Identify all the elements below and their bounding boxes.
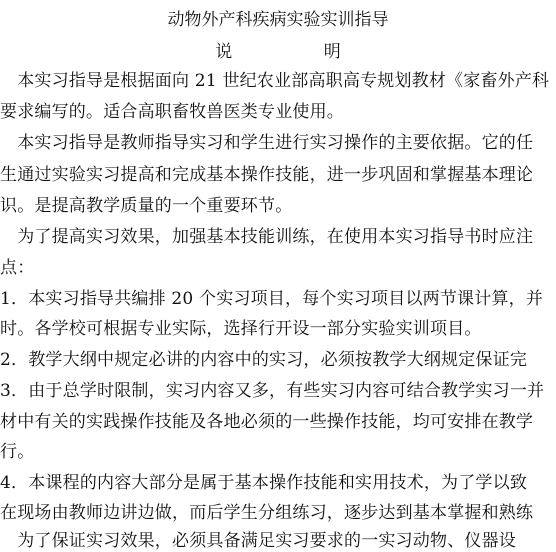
document-subtitle: 说 明: [215, 42, 341, 62]
body-line: 本实习指导是教师指导实习和学生进行实习操作的主要依据。它的任: [0, 133, 534, 153]
list-item: 3．由于总学时限制，实习内容又多，有些实习内容可结合教学实习一并: [0, 381, 545, 401]
body-line: 要求编写的。适合高职畜牧兽医类专业使用。: [0, 102, 344, 122]
body-line: 在现场由教师边讲边做，而后学生分组练习，逐步达到基本掌握和熟练: [0, 503, 534, 523]
body-line: 生通过实验实习提高和完成基本操作技能，进一步巩固和掌握基本理论: [0, 165, 534, 185]
list-item: 4．本课程的内容大部分是属于基本操作技能和实用技术，为了学以致: [0, 473, 528, 493]
body-line: 为了提高实习效果，加强基本技能训练，在使用本实习指导书时应注: [0, 227, 534, 247]
list-item: 2．教学大纲中规定必讲的内容中的实习，必须按教学大纲规定保证完: [0, 350, 528, 370]
body-line: 本实习指导是根据面向 21 世纪农业部高职高专规划教材《家畜外产科: [0, 71, 550, 91]
document-title: 动物外产科疾病实验实训指导: [167, 10, 389, 30]
body-line: 时。各学校可根据专业实际，选择行开设一部分实验实训项目。: [0, 319, 482, 339]
list-item: 1．本实习指导共编排 20 个实习项目，每个实习项目以两节课计算，并: [0, 289, 544, 309]
body-line: 识。是提高教学质量的一个重要环节。: [0, 196, 293, 216]
body-line: 行。: [0, 442, 35, 462]
body-line: 为了保证实习效果，必须具备满足实习要求的一实习动物、仪器设: [0, 531, 516, 551]
body-line: 材中有关的实践操作技能及各地必须的一些操作技能，均可安排在教学: [0, 412, 534, 432]
body-line: 点：: [0, 258, 35, 278]
